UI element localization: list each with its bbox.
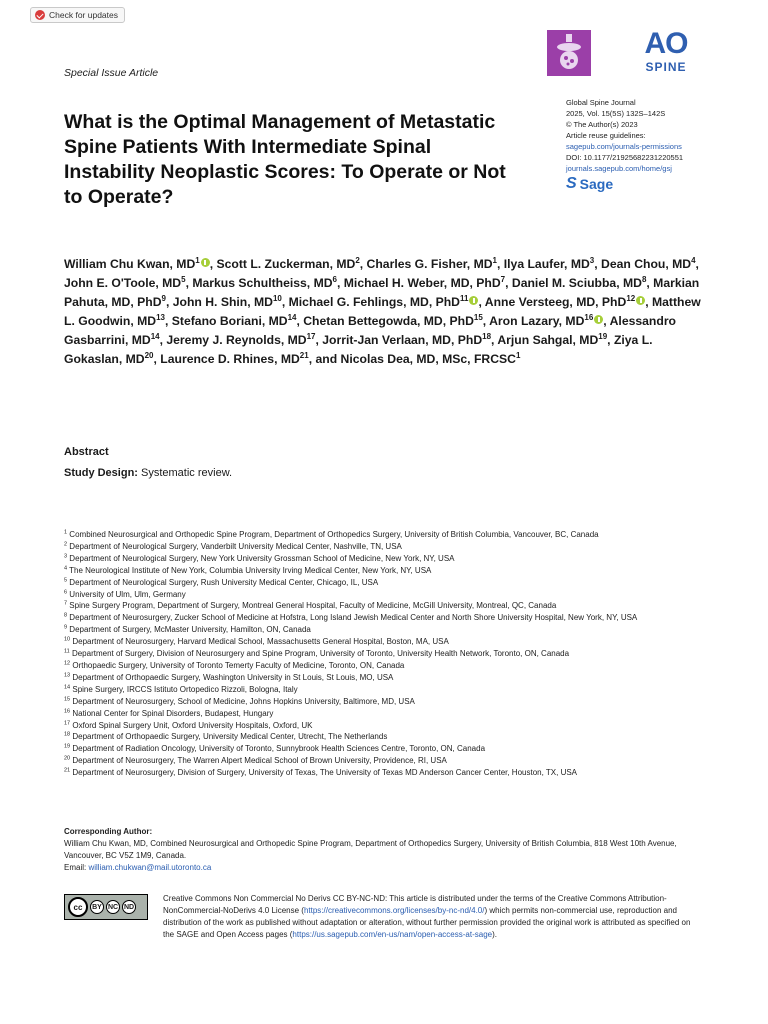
affiliation-text: Department of Neurological Surgery, Rush University Medical Center, Chicago, IL, USA [69, 577, 379, 587]
ao-spine-logo [637, 28, 695, 74]
author-separator: , [153, 352, 161, 366]
author-list [64, 255, 704, 369]
author-name: Markian Pahuta, MD, PhD [64, 276, 700, 309]
journal-name: Global Spine Journal [566, 98, 636, 107]
affiliation-item [64, 612, 704, 624]
journal-copyright: © The Author(s) 2023 [566, 120, 638, 129]
author-separator: , [645, 295, 652, 309]
affiliation-item [64, 529, 704, 541]
author-separator: , [315, 333, 323, 347]
author-name: Arjun Sahgal, MD [497, 333, 599, 347]
author-affiliation-marker: 8 [641, 274, 647, 284]
affiliation-text: Department of Surgery, McMaster University, Hamilton, ON, Canada [69, 625, 311, 635]
author-separator: , [496, 257, 504, 271]
affiliation-number: 11 [64, 648, 70, 655]
author-affiliation-marker: 10 [272, 293, 282, 303]
reuse-guidelines: Article reuse guidelines: [566, 131, 646, 140]
author-name: Ziya L. Gokaslan, MD [64, 333, 653, 366]
affiliation-number: 10 [64, 636, 71, 643]
author-name: Jeremy J. Reynolds, MD [166, 333, 307, 347]
affiliation-number: 15 [64, 696, 71, 703]
author-name: Anne Versteeg, MD, PhD [484, 295, 627, 309]
author-separator: , [482, 314, 490, 328]
affiliation-number: 13 [64, 672, 71, 679]
affiliation-text: Department of Orthopaedic Surgery, University Medical Center, Utrecht, The Netherlands [72, 732, 388, 742]
author-affiliation-marker: 18 [482, 331, 492, 341]
affiliation-number: 20 [64, 755, 71, 762]
author-separator: , [359, 257, 367, 271]
author-name: Charles G. Fisher, MD [366, 257, 493, 271]
author-affiliation-marker: 17 [306, 331, 316, 341]
study-design-label: Study Design: [64, 467, 138, 479]
affiliation-item [64, 672, 704, 684]
check-icon [35, 10, 45, 20]
affiliation-number: 8 [64, 612, 68, 619]
article-type: Special Issue Article [64, 67, 159, 79]
author-affiliation-marker: 1 [492, 255, 497, 265]
orcid-icon[interactable] [594, 315, 603, 324]
license-text [163, 893, 703, 941]
author-affiliation-marker: 12 [626, 293, 636, 303]
affiliation-item [64, 577, 704, 589]
affiliation-number: 21 [64, 767, 71, 774]
affiliation-list [64, 529, 704, 779]
author-affiliation-marker: 2 [355, 255, 360, 265]
spine-logo-text: SPINE [645, 60, 687, 74]
author-affiliation-marker: 21 [299, 350, 309, 360]
author-separator: , [185, 276, 193, 290]
author-separator: , [646, 276, 654, 290]
author-name: Stefano Boriani, MD [171, 314, 288, 328]
author-affiliation-marker: 15 [473, 312, 483, 322]
author-name: Dean Chou, MD [601, 257, 692, 271]
affiliation-text: University of Ulm, Ulm, Germany [69, 589, 186, 599]
affiliation-number: 4 [64, 565, 68, 572]
author-separator: , [603, 314, 610, 328]
affiliation-item [64, 565, 704, 577]
affiliation-number: 9 [64, 624, 68, 631]
affiliation-number: 19 [64, 743, 71, 750]
affiliation-number: 16 [64, 707, 71, 714]
journal-volume: 2025, Vol. 15(5S) 132S–142S [566, 109, 666, 118]
affiliation-text: Combined Neurosurgical and Orthopedic Spine Program, Department of Orthopedics Surgery, University of British Columbia, Vancouver, BC, Canada [69, 530, 599, 539]
sage-logo [566, 175, 613, 193]
affiliation-number: 2 [64, 541, 68, 548]
journal-link[interactable]: journals.sagepub.com/home/gsj [566, 164, 672, 173]
author-affiliation-marker: 5 [181, 274, 186, 284]
author-affiliation-marker: 16 [584, 312, 594, 322]
orcid-icon[interactable] [201, 258, 210, 267]
affiliation-item [64, 696, 704, 708]
affiliation-text: Department of Neurological Surgery, Vanderbilt University Medical Center, Nashville, TN, USA [69, 541, 402, 551]
affiliation-text: Department of Orthopaedic Surgery, Washington University in St Louis, St Louis, MO, USA [72, 672, 394, 682]
corresponding-author-heading: Corresponding Author: [64, 827, 153, 836]
author-separator: , [164, 314, 172, 328]
affiliation-text: Department of Neurosurgery, School of Medicine, Johns Hopkins University, Baltimore, MD, USA [72, 696, 415, 706]
spine-vertebra-icon [547, 30, 591, 76]
author-name: Ilya Laufer, MD [503, 257, 590, 271]
author-affiliation-marker: 14 [287, 312, 297, 322]
author-separator: , and [308, 352, 341, 366]
author-name: William Chu Kwan, MD [64, 257, 196, 271]
author-affiliation-marker: 6 [332, 274, 337, 284]
author-affiliation-marker: 11 [459, 293, 469, 303]
license-text-1: Creative Commons Non Commercial No Derivs CC BY-NC-ND: This article is distributed under the terms of the Creative Commons Attribution-NonCommercial-NoDerivs 4.0 License ( [163, 894, 667, 915]
author-name: Daniel M. Sciubba, MD [511, 276, 642, 290]
affiliation-item [64, 624, 704, 636]
affiliation-text: National Center for Spinal Disorders, Budapest, Hungary [72, 708, 274, 718]
license-text-2: ) which permits non-commercial use, reproduction and distribution of the work as published without adaptation or alteration, without further permission provided the original work is attributed as specified on the SAGE and Open Access pages ( [163, 906, 691, 939]
author-affiliation-marker: 13 [156, 312, 165, 322]
affiliation-number: 5 [64, 576, 68, 583]
author-affiliation-marker: 9 [161, 293, 166, 303]
affiliation-text: Department of Neurological Surgery, New York University Grossman School of Medicine, New York, NY, USA [69, 553, 455, 563]
author-name: Michael G. Fehlings, MD, PhD [288, 295, 460, 309]
license-link[interactable]: https://creativecommons.org/licenses/by-nc-nd/4.0/ [303, 906, 485, 915]
affiliation-text: Department of Surgery, Division of Neurosurgery and Spine Program, University of Toronto, University Health Network, Toronto, ON, Canada [71, 649, 570, 659]
affiliation-text: Oxford Spinal Surgery Unit, Oxford University Hospitals, Oxford, UK [72, 720, 313, 730]
author-separator: , [505, 276, 512, 290]
author-separator: , [337, 276, 344, 290]
author-name: Nicolas Dea, MD, MSc, FRCSC [340, 352, 516, 366]
sage-s-icon: S [566, 175, 577, 192]
author-name: Jorrit-Jan Verlaan, MD, PhD [322, 333, 483, 347]
affiliation-text: Department of Neurosurgery, The Warren Alpert Medical School of Brown University, Providence, RI, USA [72, 756, 447, 766]
author-name: Laurence D. Rhines, MD [160, 352, 300, 366]
affiliation-item [64, 708, 704, 720]
study-design [64, 467, 232, 479]
author-name: Markus Schultheiss, MD [192, 276, 333, 290]
affiliation-item [64, 541, 704, 553]
author-affiliation-marker: 14 [150, 331, 160, 341]
affiliation-item [64, 660, 704, 672]
affiliation-item [64, 743, 704, 755]
study-design-value: Systematic review. [137, 467, 233, 479]
author-separator: , [159, 333, 167, 347]
author-name: John H. Shin, MD [172, 295, 273, 309]
affiliation-text: Department of Neurosurgery, Zucker School of Medicine at Hofstra, Long Island Jewish Medical Center and North Shore University Hospital, New York, NY, USA [69, 613, 638, 623]
affiliation-number: 18 [64, 731, 71, 738]
author-name: Aron Lazary, MD [489, 314, 585, 328]
author-separator: , [695, 257, 699, 271]
author-affiliation-marker: 1 [195, 255, 200, 265]
affiliation-number: 12 [64, 660, 71, 667]
cc-icon: cc [68, 897, 88, 917]
email-label: Email: [64, 863, 89, 872]
nc-icon: NC [106, 900, 120, 914]
affiliation-item [64, 731, 704, 743]
affiliation-item [64, 589, 704, 601]
by-icon: BY [90, 900, 104, 914]
affiliation-text: Spine Surgery Program, Department of Surgery, Montreal General Hospital, Faculty of Medicine, McGill University, Montreal, QC, Canada [69, 601, 557, 611]
affiliation-number: 14 [64, 684, 71, 691]
nd-icon: ND [122, 900, 136, 914]
author-affiliation-marker: 7 [500, 274, 506, 284]
affiliation-item [64, 684, 704, 696]
ao-logo-text: AO [644, 27, 688, 60]
author-separator: , [491, 333, 498, 347]
check-for-updates-button[interactable] [30, 7, 125, 23]
affiliation-item [64, 553, 704, 565]
affiliation-text: Department of Radiation Oncology, University of Toronto, Sunnybrook Health Sciences Centre, Toronto, ON, Canada [72, 744, 486, 754]
article-title: What is the Optimal Management of Metastatic Spine Patients With Intermediate Spinal Instability Neoplastic Scores: To Operate or Not to Operate? [64, 111, 506, 208]
affiliation-text: Spine Surgery, IRCCS Istituto Ortopedico Rizzoli, Bologna, Italy [72, 684, 298, 694]
corresponding-author-address: William Chu Kwan, MD, Combined Neurosurgical and Orthopedic Spine Program, Department of Orthopedics Surgery, University of British Columbia, 818 West 10th Avenue, Vancouver, BC V5Z 1M9, Canada. [64, 839, 677, 860]
author-affiliation-marker: 1 [515, 350, 521, 360]
affiliation-number: 17 [64, 719, 71, 726]
cc-license-badge[interactable] [64, 894, 148, 920]
journal-info [566, 97, 736, 174]
affiliation-item [64, 636, 704, 648]
affiliation-number: 6 [64, 588, 68, 595]
affiliation-text: Orthopaedic Surgery, University of Toronto Temerty Faculty of Medicine, Toronto, ON, Canada [72, 660, 405, 670]
author-name: Chetan Bettegowda, MD, PhD [303, 314, 474, 328]
check-for-updates-label: Check for updates [49, 10, 118, 20]
author-name: Scott L. Zuckerman, MD [216, 257, 356, 271]
author-affiliation-marker: 20 [144, 350, 154, 360]
abstract-heading: Abstract [64, 446, 109, 458]
affiliation-item [64, 755, 704, 767]
author-affiliation-marker: 4 [691, 255, 696, 265]
open-access-link[interactable]: https://us.sagepub.com/en-us/nam/open-access-at-sage [292, 930, 493, 939]
corresponding-author [64, 826, 704, 874]
author-separator: , [209, 257, 217, 271]
article-doi: DOI: 10.1177/21925682231220551 [566, 153, 684, 162]
author-name: Alessandro Gasbarrini, MD [64, 314, 677, 347]
affiliation-number: 1 [64, 529, 68, 536]
affiliation-item [64, 648, 704, 660]
affiliation-item [64, 720, 704, 732]
affiliation-text: Department of Neurosurgery, Division of Surgery, University of Texas, The University of Texas MD Anderson Cancer Center, Houston, TX, USA [72, 768, 578, 778]
author-separator: , [296, 314, 304, 328]
permissions-link[interactable]: sagepub.com/journals-permissions [566, 142, 682, 151]
author-separator: , [607, 333, 614, 347]
author-affiliation-marker: 19 [598, 331, 608, 341]
email-link[interactable]: william.chukwan@mail.utoronto.ca [88, 863, 212, 872]
sage-logo-text: Sage [579, 176, 614, 192]
author-name: John E. O'Toole, MD [64, 276, 182, 290]
author-separator: , [281, 295, 289, 309]
affiliation-item [64, 767, 704, 779]
author-separator: , [165, 295, 173, 309]
author-name: Matthew L. Goodwin, MD [64, 295, 701, 328]
author-separator: , [594, 257, 602, 271]
author-name: Michael H. Weber, MD, PhD [343, 276, 501, 290]
affiliation-text: Department of Neurosurgery, Harvard Medical School, Massachusetts General Hospital, Boston, MA, USA [72, 637, 449, 647]
corresponding-author-email-line [64, 862, 704, 874]
author-separator: , [478, 295, 485, 309]
affiliation-item [64, 600, 704, 612]
journal-cover-logo [547, 30, 591, 76]
author-affiliation-marker: 3 [589, 255, 595, 265]
affiliation-text: The Neurological Institute of New York, Columbia University Irving Medical Center, New York, NY, USA [69, 565, 432, 575]
license-text-3: ). [492, 930, 497, 939]
affiliation-number: 3 [64, 553, 68, 560]
affiliation-number: 7 [64, 600, 68, 607]
orcid-icon[interactable] [636, 296, 645, 305]
